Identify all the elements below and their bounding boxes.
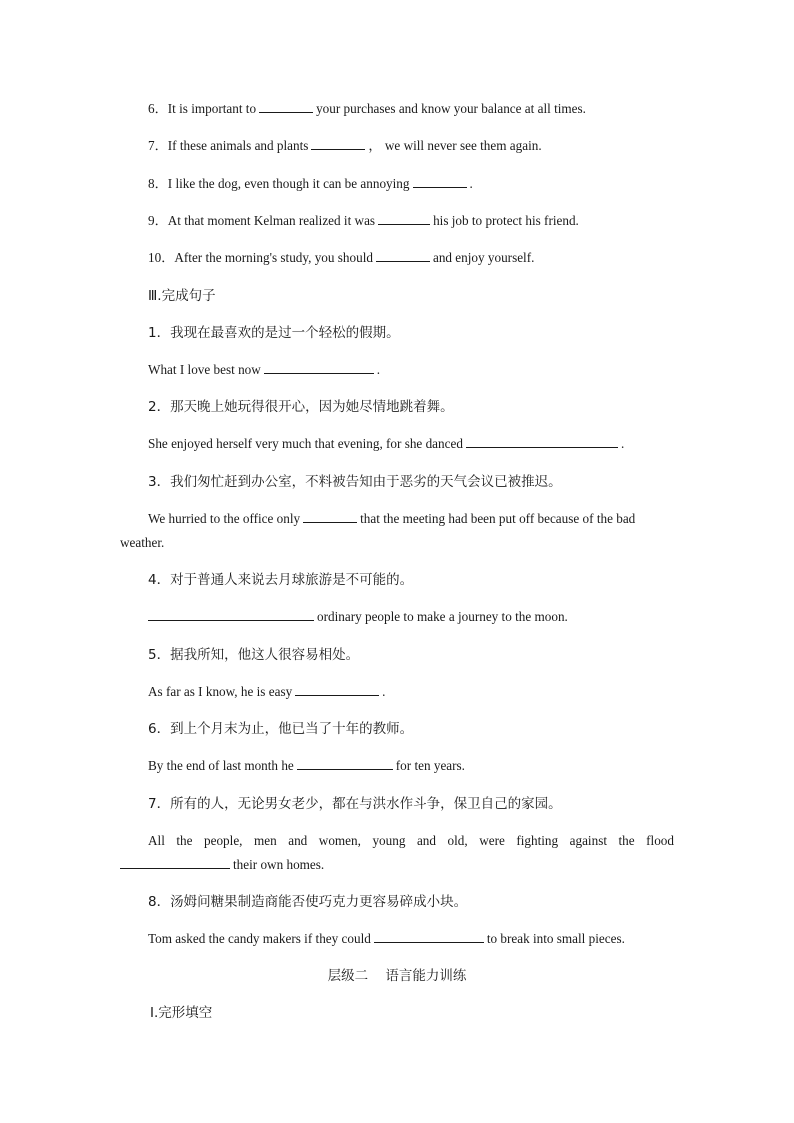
sentence-line: All the people, men and women, young and old, were fighting against the flood [148,833,674,848]
answer-blank[interactable] [376,249,430,262]
item-text: and enjoy yourself. [432,250,535,265]
exercise-item [148,175,473,193]
sentence-line [148,930,625,948]
item-text: She enjoyed herself very much that evening, for she danced [148,436,463,451]
chinese-prompt: 8．汤姆问糖果制造商能否使巧克力更容易碎成小块。 [148,894,468,910]
sentence-line [148,757,465,775]
item-text: 9．At that moment Kelman realized it was [148,213,376,228]
answer-blank[interactable] [264,361,374,374]
item-text: his job to protect his friend. [433,213,579,228]
answer-blank[interactable] [148,608,314,621]
item-text: 8．I like the dog, even though it can be annoying [148,176,410,191]
item-text: What I love best now [148,362,261,377]
answer-blank[interactable] [311,137,365,150]
exercise-item [148,249,534,267]
answer-blank[interactable] [120,856,230,869]
chinese-prompt: 7．所有的人，无论男女老少，都在与洪水作斗争，保卫自己的家园。 [148,796,562,812]
item-text: By the end of last month he [148,758,294,773]
item-text: ， we will never see them again. [368,138,542,153]
chinese-prompt: 1．我现在最喜欢的是过一个轻松的假期。 [148,325,400,341]
answer-blank[interactable] [374,930,484,943]
section-heading: Ⅲ.完成句子 [148,288,216,304]
item-text: . [376,362,381,377]
answer-blank[interactable] [413,175,467,188]
item-text: 7．If these animals and plants [148,138,309,153]
item-text: We hurried to the office only [148,511,301,526]
item-text: ordinary people to make a journey to the moon. [317,609,568,624]
item-text: As far as I know, he is easy [148,684,293,699]
chinese-prompt: 4．对于普通人来说去月球旅游是不可能的。 [148,572,414,588]
sentence-line [148,510,635,528]
item-text: that the meeting had been put off because of the bad [360,511,636,526]
sentence-continuation: weather. [120,535,165,550]
answer-blank[interactable] [378,212,430,225]
item-text: your purchases and know your balance at all times. [316,101,586,116]
sentence-line [120,856,324,874]
item-text: for ten years. [395,758,465,773]
exercise-item [148,212,579,230]
answer-blank[interactable] [259,100,313,113]
item-text: to break into small pieces. [486,931,625,946]
sentence-line [148,683,385,701]
item-text: their own homes. [233,857,325,872]
item-text: . [620,436,625,451]
chinese-prompt: 5．据我所知，他这人很容易相处。 [148,647,360,663]
chinese-prompt: 2．那天晚上她玩得很开心，因为她尽情地跳着舞。 [148,399,454,415]
answer-blank[interactable] [297,757,393,770]
exercise-item [148,137,542,155]
sentence-line [148,435,624,453]
item-text: . [382,684,386,699]
item-text: . [469,176,473,191]
sentence-line [148,361,380,379]
sentence-line [148,608,568,626]
answer-blank[interactable] [303,510,357,523]
answer-blank[interactable] [295,683,379,696]
item-text: 10．After the morning's study, you should [148,250,373,265]
answer-blank[interactable] [466,435,618,448]
section-heading: Ⅰ.完形填空 [150,1005,213,1021]
item-text: 6．It is important to [148,101,257,116]
item-text: Tom asked the candy makers if they could [148,931,371,946]
exercise-item [148,100,586,118]
chinese-prompt: 3．我们匆忙赶到办公室，不料被告知由于恶劣的天气会议已被推迟。 [148,474,562,490]
chinese-prompt: 6．到上个月末为止，他已当了十年的教师。 [148,721,414,737]
level-title: 层级二 语言能力训练 [327,968,467,984]
